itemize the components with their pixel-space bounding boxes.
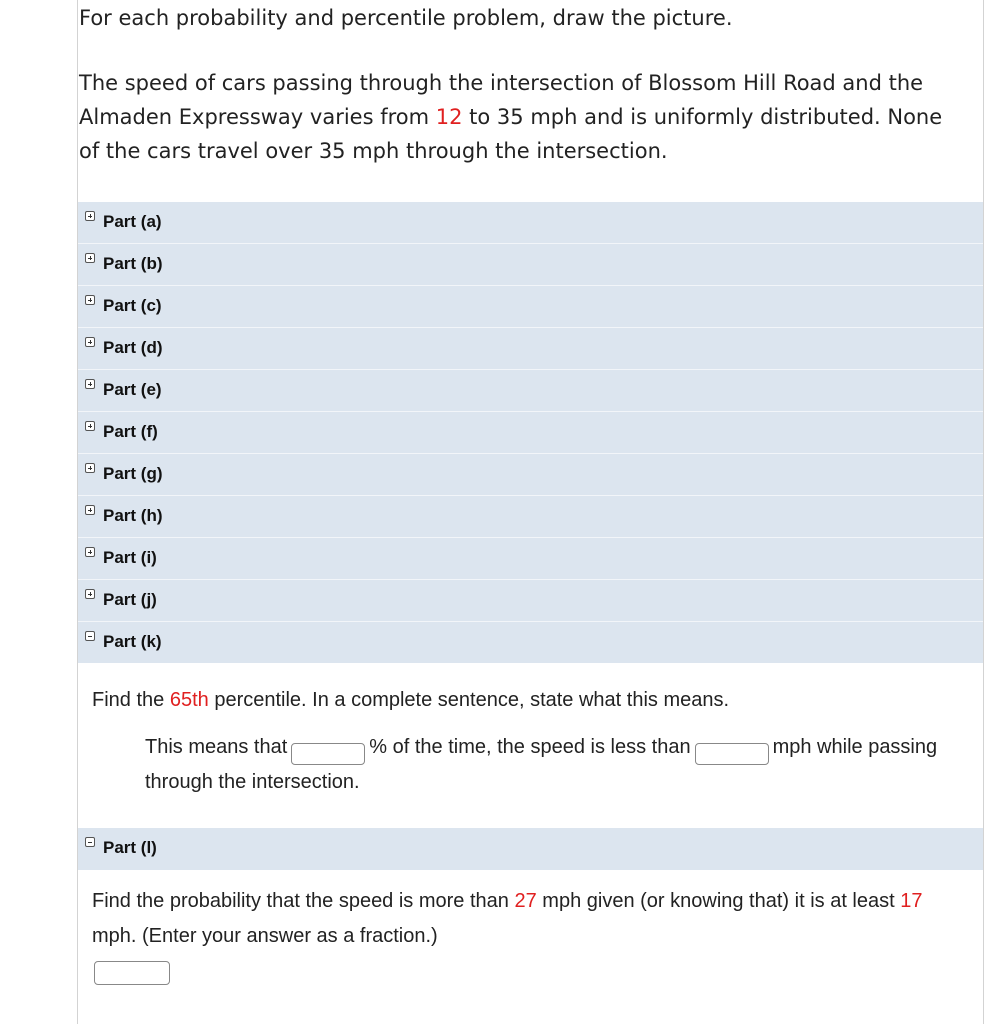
part-e-header[interactable] xyxy=(78,369,983,411)
expand-plus-icon[interactable] xyxy=(85,211,95,221)
part-i-label: Part (i) xyxy=(103,548,157,567)
part-e-label: Part (e) xyxy=(103,380,162,399)
part-k-question xyxy=(92,689,729,712)
percent-answer-input[interactable] xyxy=(291,743,365,765)
part-j-label: Part (j) xyxy=(103,590,157,609)
k-question-before: Find the xyxy=(92,689,170,711)
part-f-label: Part (f) xyxy=(103,422,158,441)
part-f-header[interactable] xyxy=(78,411,983,453)
part-d-header[interactable] xyxy=(78,327,983,369)
expand-plus-icon[interactable] xyxy=(85,505,95,515)
expand-plus-icon[interactable] xyxy=(85,463,95,473)
l-question-after: mph. (Enter your answer as a fraction.) xyxy=(92,925,438,947)
part-k-answer-sentence xyxy=(145,730,975,800)
part-a-header[interactable] xyxy=(78,201,983,243)
collapse-minus-icon[interactable] xyxy=(85,631,95,641)
expand-plus-icon[interactable] xyxy=(85,253,95,263)
part-l-question xyxy=(92,884,972,954)
part-h-label: Part (h) xyxy=(103,506,163,525)
part-a-label: Part (a) xyxy=(103,212,162,231)
part-k-label: Part (k) xyxy=(103,632,162,651)
l-speed-minimum: 17 xyxy=(900,890,923,912)
part-b-header[interactable] xyxy=(78,243,983,285)
part-l-header[interactable] xyxy=(78,828,983,870)
part-b-label: Part (b) xyxy=(103,254,163,273)
problem-text-before: The speed of cars passing through the intersection of Blossom Hill Road and the Almaden Expressway varies from xyxy=(79,71,924,129)
expand-plus-icon[interactable] xyxy=(85,421,95,431)
expand-plus-icon[interactable] xyxy=(85,379,95,389)
expand-plus-icon[interactable] xyxy=(85,295,95,305)
k-percentile-value: 65th xyxy=(169,689,209,711)
l-question-before: Find the probability that the speed is more than xyxy=(92,890,515,912)
expand-plus-icon[interactable] xyxy=(85,337,95,347)
problem-statement xyxy=(79,66,969,168)
k-sentence-part3: mph while passing through the intersection. xyxy=(145,736,938,793)
part-l-content xyxy=(78,870,983,1024)
part-k-header[interactable] xyxy=(78,621,983,663)
problem-panel xyxy=(77,0,984,1024)
expand-plus-icon[interactable] xyxy=(85,589,95,599)
part-h-header[interactable] xyxy=(78,495,983,537)
parts-list xyxy=(78,201,983,663)
part-g-header[interactable] xyxy=(78,453,983,495)
part-k-content xyxy=(78,672,983,828)
part-i-header[interactable] xyxy=(78,537,983,579)
part-j-header[interactable] xyxy=(78,579,983,621)
problem-text-after: to 35 mph and is uniformly distributed. None of the cars travel over 35 mph through the intersection. xyxy=(79,105,943,163)
l-question-mid: mph given (or knowing that) it is at least xyxy=(536,890,901,912)
k-sentence-part1: This means that xyxy=(145,736,288,758)
k-question-after: percentile. In a complete sentence, state what this means. xyxy=(208,689,730,711)
part-l-label: Part (l) xyxy=(103,838,157,857)
fraction-answer-input[interactable] xyxy=(94,961,170,985)
instruction-text: For each probability and percentile problem, draw the picture. xyxy=(79,6,733,30)
l-speed-threshold: 27 xyxy=(514,890,537,912)
collapse-minus-icon[interactable] xyxy=(85,837,95,847)
part-c-label: Part (c) xyxy=(103,296,162,315)
speed-answer-input[interactable] xyxy=(695,743,769,765)
k-sentence-part2: % of the time, the speed is less than xyxy=(369,736,691,758)
part-c-header[interactable] xyxy=(78,285,983,327)
expand-plus-icon[interactable] xyxy=(85,547,95,557)
part-g-label: Part (g) xyxy=(103,464,163,483)
part-d-label: Part (d) xyxy=(103,338,163,357)
problem-low-speed: 12 xyxy=(435,105,463,129)
